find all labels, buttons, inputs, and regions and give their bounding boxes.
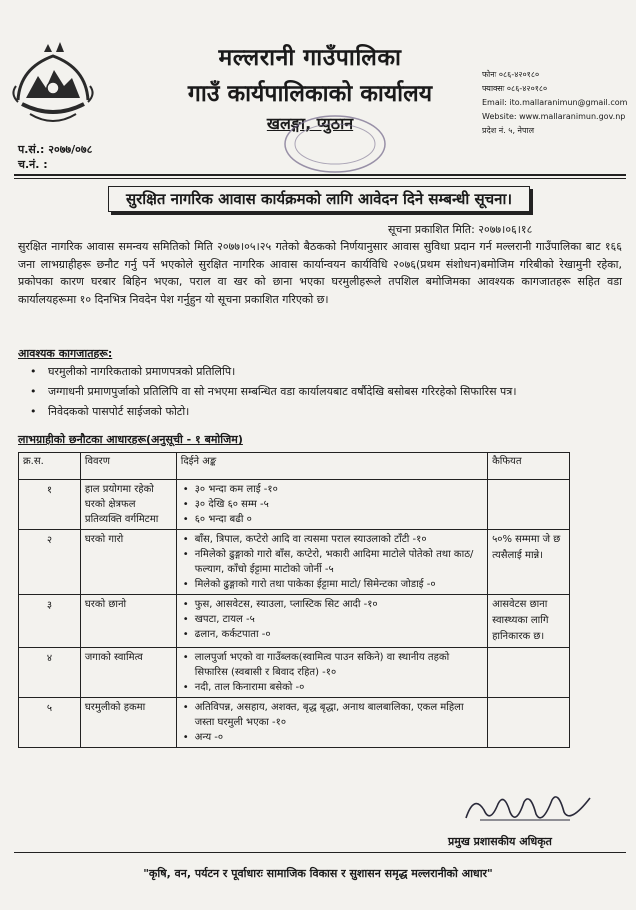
row-description: हाल प्रयोगमा रहेको घरको क्षेत्रफल प्रतिव्यक्ति वर्गमिटमा [80,480,176,530]
table-row [19,480,570,530]
requirement-item: • घरमुलीको नागरिकताको प्रमाणपत्रको प्रतिलिपि। [30,362,620,382]
row-description: घरको गारो [80,530,176,595]
province-text: प्रदेश नं. ५, नेपाल [482,126,535,135]
row-description: जगाको स्वामित्व [80,648,176,698]
notice-title: सुरक्षित नागरिक आवास कार्यक्रमको लागि आवेदन दिने सम्बन्धी सूचना। [108,186,530,212]
point-item: • ढलान, कर्कटपाता -० [181,627,483,642]
row-points [176,648,487,698]
row-points [176,480,487,530]
row-sn: ४ [19,648,81,698]
notice-body: सुरक्षित नागरिक आवास समन्वय समितिको मिति २०७७।०५।२५ गतेको बैठकको निर्णयानुसार आवास सुविधा प्रदान गर्न मल्लरानी गाउँपालिका बाट १६६ जना लाभग्राहीहरू छनौट गर्नु पर्ने भएकोले सुरक्षित नागरिक आवास कार्यान्वयन कार्यविधि २०७६(प्रथम संशोधन)बमोजिम गरिबीको रेखामुनी रहेका, प्रकोपका कारण घरबार बिहिन भएका, पराल वा खर को छाना भएका घरमुलीहरूले तपशिल बमोजिमका आवश्यक कागजातहरू सहित वडा कार्यालयहरूमा १० दिनभित्र निवदेन पेश गर्नुहुन यो सूचना प्रकाशित गरिएको छ। [18,240,622,306]
row-description: घरको छानो [80,595,176,648]
office-stamp-icon [280,112,390,176]
table-row [19,648,570,698]
column-header-remarks: कैफियत [488,453,570,480]
column-header-description: विवरण [80,453,176,480]
column-header-points: दिईने अङ्क [176,453,487,480]
point-item: • बाँस, त्रिपाल, कप्टेरो आदि वा त्यसमा पराल स्याउलाको टाँटी -१० [181,532,483,547]
phone-text: फोनः ०८६-४२०१८० [482,70,540,79]
publish-date: सूचना प्रकाशित मिति: २०७७।०६।१८ [388,223,533,236]
requirements-heading: आवश्यक कागजातहरू: [18,347,113,360]
criteria-heading: लाभग्राहीको छनौटका आधारहरू(अनुसूची - १ बमोजिम) [18,433,243,446]
point-item: • ३० भन्दा कम लाई -१० [181,482,483,497]
row-remarks [488,648,570,698]
point-item: • लालपुर्जा भएको वा गाउँब्लक(स्वामित्व पाउन सकिने) वा स्थानीय तहको सिफारिस (स्वबासी र बिवाद रहित) -१० [181,650,483,680]
table-row [19,698,570,748]
signatory-designation: प्रमुख प्रशासकीय अधिकृत [448,835,552,848]
row-remarks: आसवेटस छाना स्वास्थ्यका लागि हानिकारक छ। [488,595,570,648]
office-name: मल्लरानी गाउँपालिका [218,45,402,71]
row-sn: ५ [19,698,81,748]
reference-block [18,142,92,172]
footer-divider [14,852,626,853]
row-points [176,530,487,595]
footer-motto: "कृषि, वन, पर्यटन र पूर्वाधारः सामाजिक विकास र सुशासन समृद्ध मल्लरानीको आधार" [143,867,493,880]
table-row [19,530,570,595]
column-header-sn: क्र.स. [19,453,81,480]
point-item: • मिलेको ढुङ्गाको गारो तथा पाकेका ईट्टामा माटो/ सिमेन्टका जोडाई -० [181,577,483,592]
ref-number: प.सं.: २०७७/०७८ [18,143,93,156]
website-text: Website: www.mallaranimun.gov.np [482,112,626,121]
header-divider [14,174,626,176]
point-item: • नदी, ताल किनारामा बसेको -० [181,680,483,695]
email-text: Email: ito.mallaranimun@gmail.com [482,98,628,107]
row-description: घरमुलीको हकमा [80,698,176,748]
requirements-list [30,362,620,422]
point-item: • अन्य -० [181,730,483,745]
row-points [176,698,487,748]
criteria-table [18,452,570,748]
point-item: • फुस, आसवेटस, स्याउला, प्लास्टिक सिट आदी -१० [181,597,483,612]
point-item: • खपटा, टायल -५ [181,612,483,627]
point-item: • अतिविपन्न, असहाय, अशक्त, बृद्ध बृद्धा, अनाथ बालबालिका, एकल महिला जस्ता घरमुली भएका -१० [181,700,483,730]
office-address: खलङ्गा, प्युठान [266,114,354,133]
header-divider-thin [14,178,626,179]
office-subtitle: गाउँ कार्यपालिकाको कार्यालय [187,81,433,107]
row-sn: ३ [19,595,81,648]
requirement-item: • जग्गाधनी प्रमाणपुर्जाको प्रतिलिपि वा सो नभएमा सम्बन्धित वडा कार्यालयबाट वर्षौदेखि बसोबस गरिरहेको सिफारिस पत्र। [30,382,620,402]
row-sn: १ [19,480,81,530]
row-remarks [488,698,570,748]
dispatch-number: च.नं. : [18,158,48,171]
point-item: • ६० भन्दा बढी ० [181,512,483,527]
signature-icon [460,790,600,830]
row-remarks [488,480,570,530]
table-header-row [19,453,570,480]
point-item: • ३० देखि ६० सम्म -५ [181,497,483,512]
contact-block [482,68,632,138]
fax-text: फ्याक्सः ०८६-४२०१८० [482,84,548,93]
point-item: • नमिलेको ढुङ्गाको गारो बाँस, कप्टेरो, भकारी आदिमा माटोले पोतेको तथा काठ/फल्याग, काँचो ईट्टामा माटोको जोर्नी -५ [181,547,483,577]
row-points [176,595,487,648]
nepal-emblem-icon [8,38,98,130]
row-remarks: ५०% सम्ममा जे छ त्यसैलाई मान्ने। [488,530,570,595]
row-sn: २ [19,530,81,595]
table-row [19,595,570,648]
requirement-item: • निवेदकको पासपोर्ट साईजको फोटो। [30,402,620,422]
